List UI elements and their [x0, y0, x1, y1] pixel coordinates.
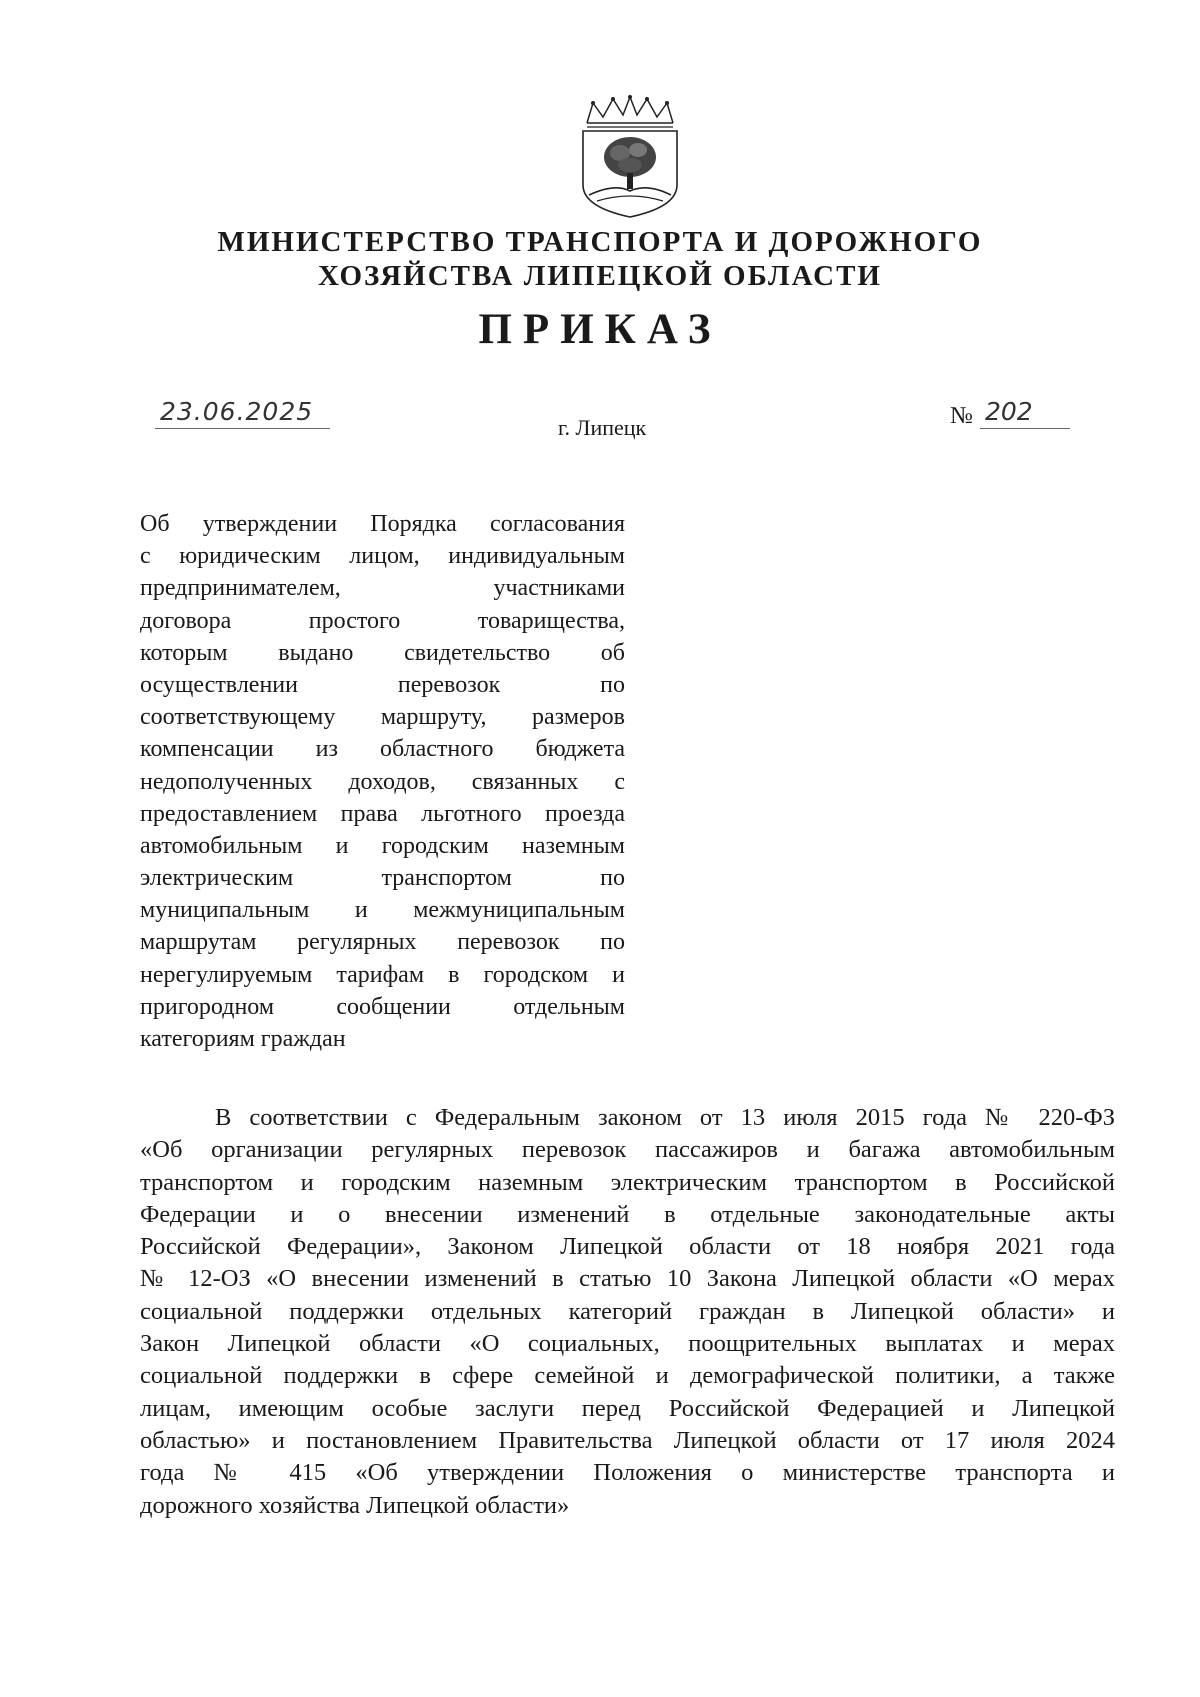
order-subject	[140, 508, 625, 1055]
number-sign: №	[950, 403, 973, 429]
order-city: г. Липецк	[558, 415, 647, 440]
subject-line: Об утверждении Порядка согласования	[140, 511, 625, 537]
subject-line: нерегулируемым тарифам в городском и	[140, 961, 625, 988]
body-line: социальной поддержки в сфере семейной и демографической политики, а также	[140, 1362, 1115, 1390]
subject-line: соответствующему маршруту, размеров	[140, 704, 625, 731]
subject-line: электрическим транспортом по	[140, 865, 625, 892]
body-line: лицам, имеющим особые заслуги перед Российской Федерацией и Липецкой	[140, 1394, 1115, 1422]
subject-line: пригородном сообщении отдельным	[140, 993, 625, 1020]
body-line: года № 415 «Об утверждении Положения о министерстве транспорта и	[140, 1459, 1115, 1487]
subject-line: с юридическим лицом, индивидуальным	[140, 543, 625, 570]
subject-line: договора простого товарищества,	[140, 607, 625, 634]
subject-line: недополученных доходов, связанных с	[140, 768, 625, 795]
preamble-paragraph	[140, 1102, 1115, 1522]
order-date: 23.06.2025	[160, 397, 314, 426]
subject-line: компенсации из областного бюджета	[140, 736, 625, 763]
ministry-name-line2: ХОЗЯЙСТВА ЛИПЕЦКОЙ ОБЛАСТИ	[318, 260, 882, 292]
body-line: транспортом и городским наземным электрическим транспортом в Российской	[140, 1168, 1115, 1196]
subject-line: которым выдано свидетельство об	[140, 639, 625, 666]
order-number: 202	[985, 397, 1033, 426]
subject-line: осуществлении перевозок по	[140, 671, 625, 698]
body-line: № 12-ОЗ «О внесении изменений в статью 10 Закона Липецкой области «О мерах	[140, 1265, 1115, 1293]
ministry-name-line1: МИНИСТЕРСТВО ТРАНСПОРТА И ДОРОЖНОГО	[217, 226, 983, 258]
body-line: Российской Федерации», Законом Липецкой области от 18 ноября 2021 года	[140, 1233, 1115, 1261]
lipetsk-coat-of-arms-icon	[575, 95, 685, 220]
body-line: социальной поддержки отдельных категорий граждан в Липецкой области» и	[140, 1297, 1115, 1325]
subject-line: автомобильным и городским наземным	[140, 832, 625, 859]
subject-line: маршрутам регулярных перевозок по	[140, 929, 625, 956]
number-underline	[980, 428, 1070, 429]
body-line: Закон Липецкой области «О социальных, поощрительных выплатах и мерах	[140, 1330, 1115, 1358]
date-underline	[155, 428, 330, 429]
body-line: областью» и постановлением Правительства Липецкой области от 17 июля 2024	[140, 1426, 1115, 1454]
subject-line: предпринимателем, участниками	[140, 575, 625, 602]
subject-line: предоставлением права льготного проезда	[140, 800, 625, 827]
subject-line: муниципальным и межмуниципальным	[140, 897, 625, 924]
body-line: «Об организации регулярных перевозок пассажиров и багажа автомобильным	[140, 1136, 1115, 1164]
body-line: дорожного хозяйства Липецкой области»	[140, 1491, 570, 1519]
body-line: Федерации и о внесении изменений в отдельные законодательные акты	[140, 1200, 1115, 1228]
subject-line: категориям граждан	[140, 1026, 346, 1052]
body-line: В соответствии с Федеральным законом от 13 июля 2015 года № 220-ФЗ	[215, 1104, 1115, 1131]
document-type-title: ПРИКАЗ	[478, 306, 722, 353]
